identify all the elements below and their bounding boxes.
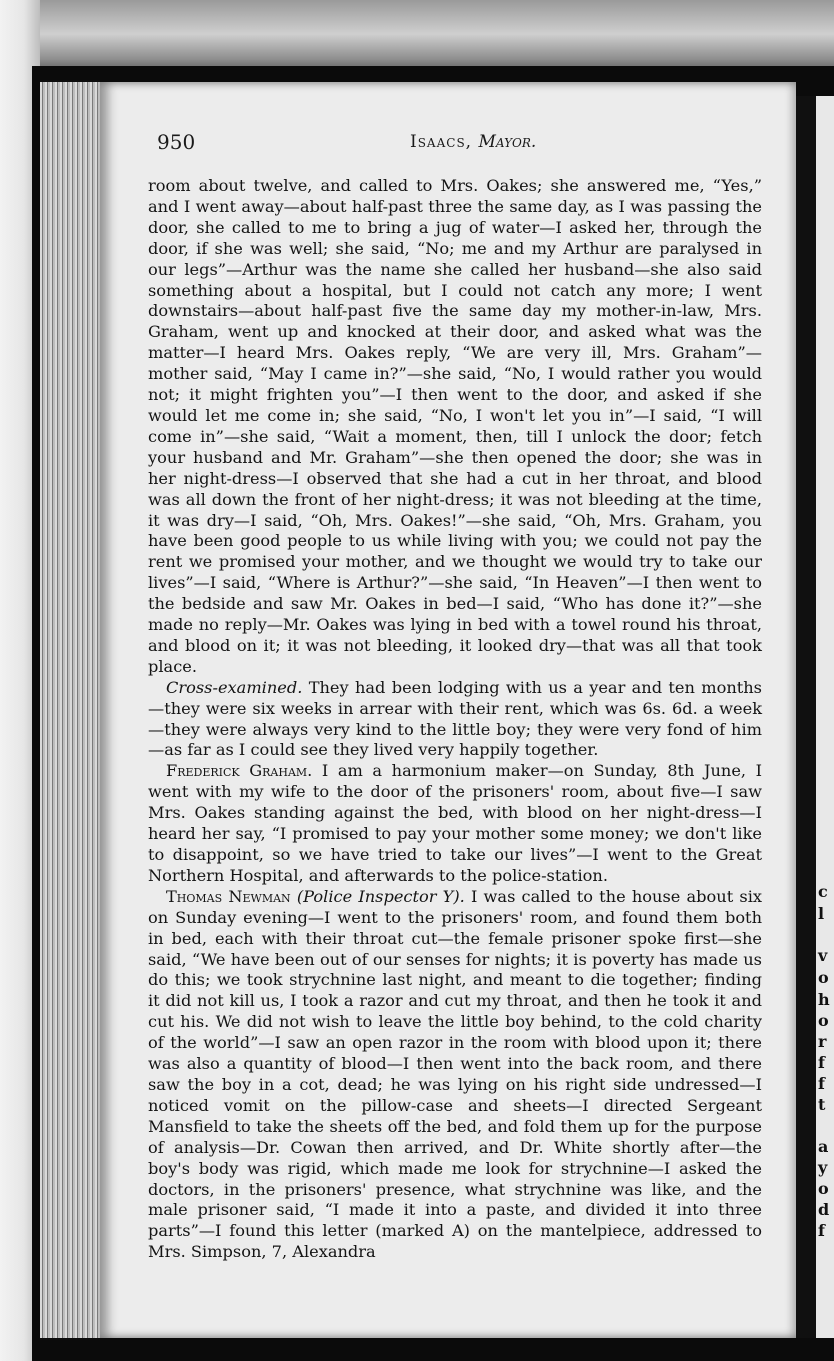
facing-page-fragment: a	[818, 1137, 829, 1156]
facing-page-fragment: t	[818, 1095, 826, 1114]
book-bottom-edge	[32, 1338, 834, 1361]
paragraph-lead: Frederick Graham.	[166, 761, 313, 781]
facing-page-fragment: d	[818, 1200, 830, 1219]
page-body	[148, 176, 762, 1263]
facing-page-fragment: y	[818, 1158, 828, 1177]
paragraph-lead-paren: (Police Inspector Y).	[296, 886, 465, 906]
running-title-name: Isaacs,	[410, 132, 473, 152]
page-number: 950	[157, 130, 196, 154]
facing-page-fragment: f	[818, 1221, 825, 1240]
facing-page-fragment: o	[818, 968, 829, 987]
facing-page-fragment: l	[818, 904, 825, 923]
facing-page-fragment: r	[818, 1032, 827, 1051]
facing-page-fragment: v	[818, 946, 828, 965]
running-title	[410, 132, 536, 152]
paragraph-cross-examined	[148, 678, 762, 762]
paragraph-lead: Cross-examined.	[166, 677, 303, 697]
facing-page-fragment: f	[818, 1053, 825, 1072]
facing-page-fragment: o	[818, 1179, 829, 1198]
paragraph-text: I am a harmonium maker—on Sunday, 8th June, I went with my wife to the door of the prisoners' room, about five—I saw Mrs. Oakes standing against the bed, with blood on her night-dress—I heard her say, “I promised to pay your mother some money; we don't like to disappoint, so we have tried to take our lives”—I went to the Great Northern Hospital, and afterwards to the police-station.	[148, 761, 763, 885]
facing-page-fragment: f	[818, 1074, 825, 1093]
paragraph-text: room about twelve, and called to Mrs. Oakes; she answered me, “Yes,” and I went away—about half-past three the same day, as I was passing the door, she called to me to bring a jug of water—I asked her, through the door, if she was well; she said, “No; me and my Arthur are paralysed in our legs”—Arthur was the name she called her husband—she also said something about a hospital, but I could not catch any more; I went downstairs—about half-past five the same day my mother-in-law, Mrs. Graham, went up and knocked at their door, and asked what was the matter—I heard Mrs. Oakes reply, “We are very ill, Mrs. Graham”—mother said, “May I came in?”—she said, “No, I would rather you would not; it might frighten you”—I then went to the door, and asked if she would let me come in; she said, “No, I won't let you in”—I said, “I will come in”—she said, “Wait a moment, then, till I unlock the door; fetch your husband and Mr. Graham”—she then opened the door; she was in her night-dress—I observed that she had a cut in her throat, and blood was all down the front of her night-dress; it was not bleeding at the time, it was dry—I said, “Oh, Mrs. Oakes!”—she said, “Oh, Mrs. Graham, you have been good people to us while living with you; we could not pay the rent we promised your mother, and we thought we would try to take our lives”—I said, “Where is Arthur?”—she said, “In Heaven”—I then went to the bedside and saw Mr. Oakes in bed—I said, “Who has done it?”—she made no reply—Mr. Oakes was lying in bed with a towel round his throat, and blood on it; it was not bleeding, it looked dry—that was all that took place.	[148, 176, 762, 676]
facing-page-fragment: o	[818, 1011, 829, 1030]
paragraph-thomas-newman	[148, 887, 762, 1263]
facing-page-sliver	[816, 96, 834, 1361]
page-stack-edges	[40, 82, 102, 1340]
paragraph-text: They had been lodging with us a year and ten months—they were six weeks in arrear with their rent, which was 6s. 6d. a week—they were always very kind to the little boy; they were very fond of him—as far as I could see they lived very happily together.	[148, 677, 762, 760]
paragraph-frederick-graham	[148, 761, 762, 886]
facing-page-fragment: h	[818, 990, 830, 1009]
paragraph-lead: Thomas Newman	[166, 886, 291, 906]
running-title-italic: Mayor.	[478, 132, 537, 152]
facing-page-fragment: c	[818, 882, 828, 901]
paragraph-continuation	[148, 176, 762, 678]
page-gutter-right	[796, 96, 816, 1340]
paragraph-text: I was called to the house about six on Sunday evening—I went to the prisoners' room, and found them both in bed, each with their throat cut—the female prisoner spoke first—she said, “We have been out of our senses for nights; it is poverty has made us do this; we took strychnine last night, and meant to die together; finding it did not kill us, I took a razor and cut my throat, and then he took it and cut his. We did not wish to leave the little boy behind, to the cold charity of the world”—I saw an open razor in the room with blood upon it; there was also a quantity of blood—I then went into the back room, and there saw the boy in a cot, dead; he was lying on his right side undressed—I noticed vomit on the pillow-case and sheets—I directed Sergeant Mansfield to take the sheets off the bed, and fold them up for the purpose of analysis—Dr. Cowan then arrived, and Dr. White shortly after—the boy's body was rigid, which made me look for strychnine—I asked the doctors, in the prisoners' presence, what strychnine was like, and the male prisoner said, “I made it into a paste, and divided it into three parts”—I found this letter (marked A) on the mantelpiece, addressed to Mrs. Simpson, 7, Alexandra	[148, 886, 762, 1262]
running-head	[157, 130, 757, 160]
